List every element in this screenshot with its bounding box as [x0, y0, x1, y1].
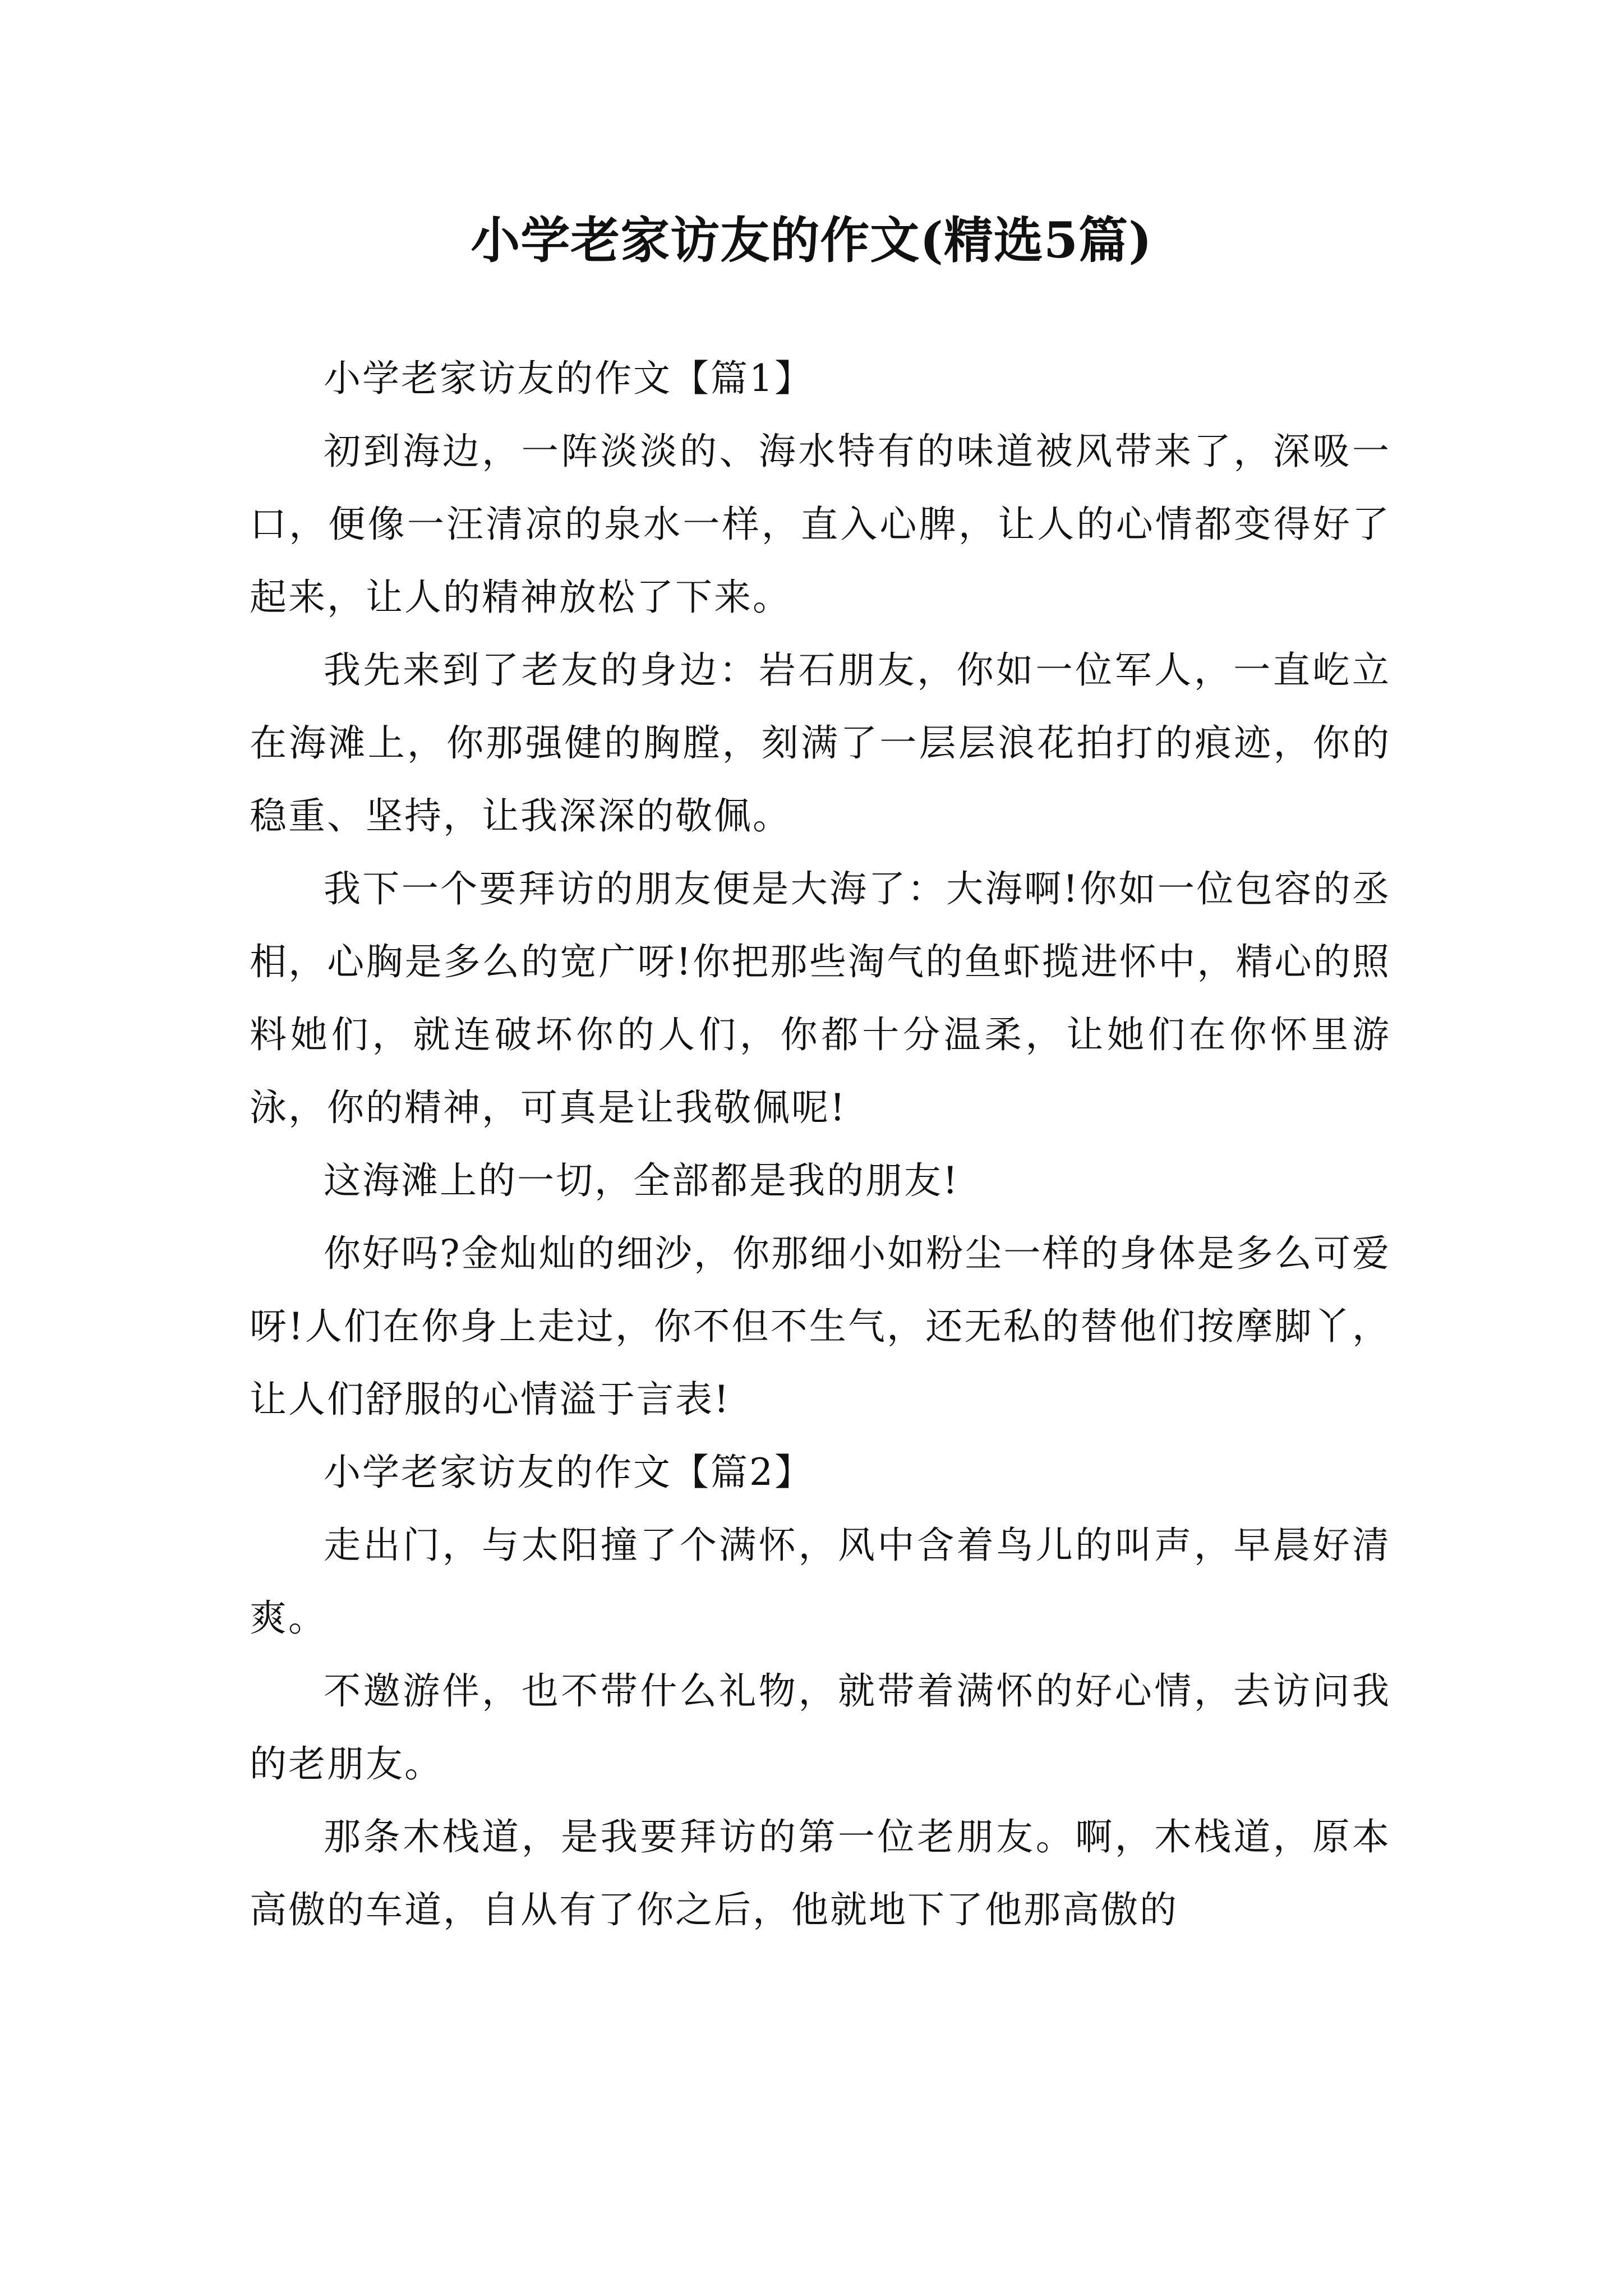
paragraph: 我下一个要拜访的朋友便是大海了：大海啊!你如一位包容的丞相，心胸是多么的宽广呀!你把那些淘气的鱼虾揽进怀中，精心的照料她们，就连破坏你的人们，你都十分温柔，让她们在你怀里游泳，你的精神，可真是让我敬佩呢! [250, 867, 1391, 1129]
paragraph: 你好吗?金灿灿的细沙，你那细小如粉尘一样的身体是多么可爱呀!人们在你身上走过，你不但不生气，还无私的替他们按摩脚丫，让人们舒服的心情溢于言表! [250, 1232, 1391, 1421]
paragraph: 初到海边，一阵淡淡的、海水特有的味道被风带来了，深吸一口，便像一汪清凉的泉水一样，直入心脾，让人的心情都变得好了起来，让人的精神放松了下来。 [250, 430, 1391, 619]
paragraph: 这海滩上的一切，全部都是我的朋友! [324, 1159, 960, 1202]
document-body [250, 342, 1391, 1947]
paragraph: 不邀游伴，也不带什么礼物，就带着满怀的好心情，去访问我的老朋友。 [250, 1669, 1391, 1786]
paragraph: 那条木栈道，是我要拜访的第一位老朋友。啊，木栈道，原本高傲的车道，自从有了你之后，他就地下了他那高傲的 [250, 1815, 1391, 1931]
paragraph: 我先来到了老友的身边：岩石朋友，你如一位军人，一直屹立在海滩上，你那强健的胸膛，刻满了一层层浪花拍打的痕迹，你的稳重、坚持，让我深深的敬佩。 [250, 648, 1391, 838]
document-title: 小学老家访友的作文(精选5篇) [471, 211, 1152, 269]
paragraph: 走出门，与太阳撞了个满怀，风中含着鸟儿的叫声，早晨好清爽。 [250, 1524, 1391, 1640]
section-heading: 小学老家访友的作文【篇1】 [324, 357, 813, 400]
section-heading: 小学老家访友的作文【篇2】 [324, 1451, 813, 1494]
